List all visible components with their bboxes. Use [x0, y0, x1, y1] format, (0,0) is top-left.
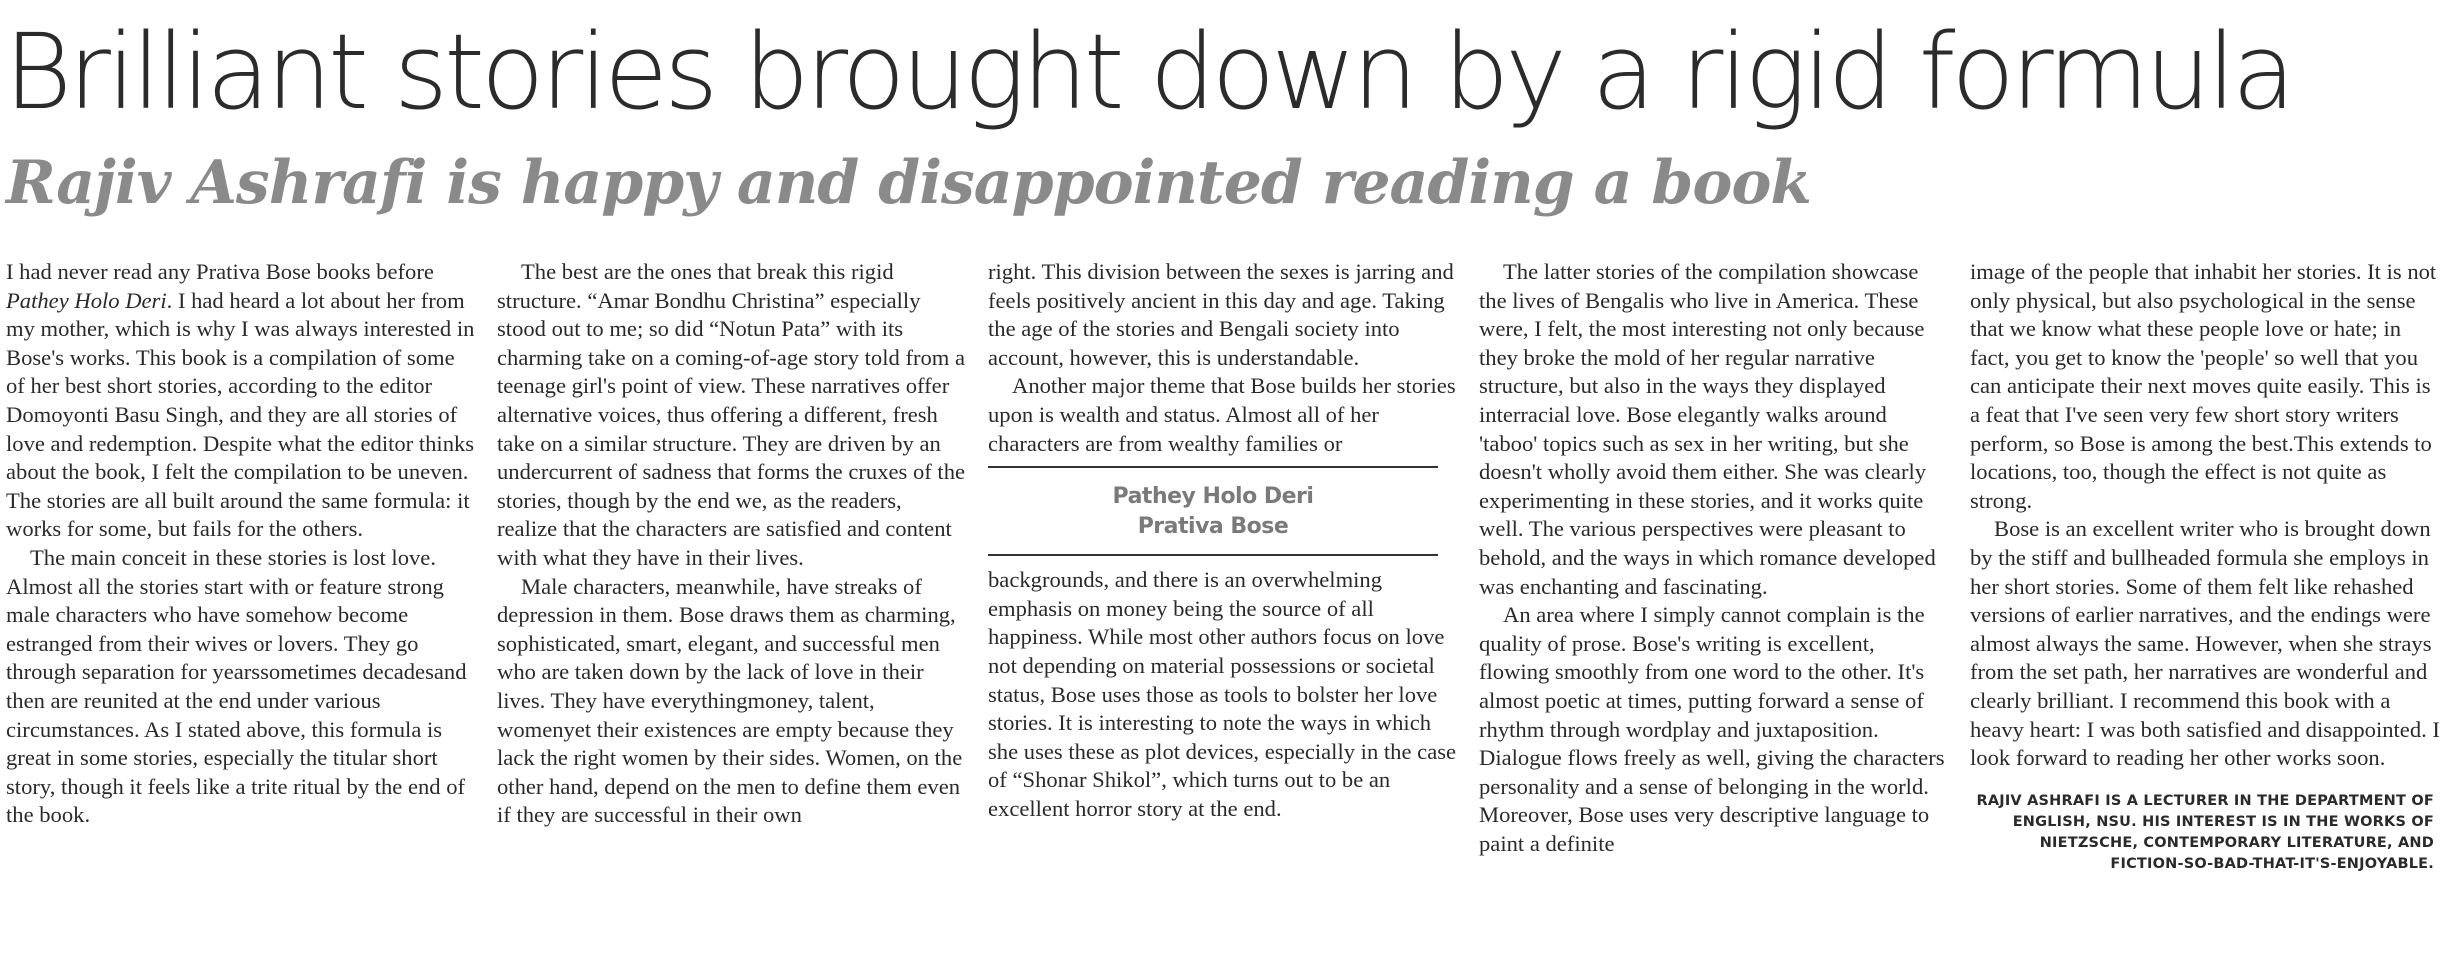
- book-info-title: Pathey Holo Deri: [1112, 484, 1314, 510]
- paragraph: The latter stories of the compilation showcase the lives of Bengalis who live in America. These were, I felt, the most interesting not only because they broke the mold of her regular narrative structure, but also in the ways they displayed interracial love. Bose elegantly walks around 'taboo' topics such as sex in her writing, but she doesn't wholly avoid them either. She was clearly experimenting in these stories, and it works quite well. The various perspectives were pleasant to behold, and the ways in which romance developed was enchanting and fascinating.: [1479, 259, 1936, 599]
- author-bio: RAJIV ASHRAFI IS A LECTURER IN THE DEPARTMENT OF ENGLISH, NSU. HIS INTEREST IS IN THE WORKS OF NIETZSCHE, CONTEMPORARY LITERATURE, AND FICTION-SO-BAD-THAT-IT'S-ENJOYABLE.: [1976, 792, 2434, 872]
- article-column-4: [1479, 258, 1949, 858]
- paragraph-text: I had never read any Prativa Bose books before: [6, 259, 434, 284]
- paragraph: Male characters, meanwhile, have streaks of depression in them. Bose draws them as charming, sophisticated, smart, elegant, and successful men who are taken down by the lack of love in their lives. They have everythingmoney, talent, womenyet their existences are empty because they lack the right women by their sides. Women, on the other hand, depend on the men to define them even if they are successful in their own: [497, 573, 963, 828]
- book-info-author: Prativa Bose: [1137, 514, 1289, 540]
- paragraph: [6, 258, 476, 544]
- paragraph: Bose is an excellent writer who is brought down by the stiff and bullheaded formula she employs in her short stories. Some of them felt like rehashed versions of earlier narratives, and the endings were almost always the same. However, when she strays from the set path, her narratives are wonderful and clearly brilliant. I recommend this book with a heavy heart: I was both satisfied and disappointed. I look forward to reading her other works soon.: [1970, 516, 2440, 771]
- paragraph: right. This division between the sexes is jarring and feels positively ancient in this day and age. Taking the age of the stories and Bengali society into account, however, this is understandable.: [988, 259, 1454, 370]
- subheadline: Rajiv Ashrafi is happy and disappointed reading a book: [6, 148, 1811, 218]
- article-column-3: [988, 258, 1458, 824]
- book-info-box: [988, 466, 1438, 556]
- book-title-inline: Pathey Holo Deri: [6, 287, 167, 313]
- article-column-1: [6, 258, 476, 830]
- paragraph: The main conceit in these stories is lost love. Almost all the stories start with or feature strong male characters who have somehow become estranged from their wives or lovers. They go through separation for yearssometimes decadesand then are reunited at the end under various circumstances. As I stated above, this formula is great in some stories, especially the titular short story, though it feels like a trite ritual by the end of the book.: [6, 544, 467, 828]
- paragraph: Another major theme that Bose builds her stories upon is wealth and status. Almost all of her characters are from wealthy families or: [988, 373, 1456, 456]
- article-column-2: [497, 258, 967, 830]
- article-column-5: [1970, 258, 2440, 875]
- paragraph-text: . I had heard a lot about her from my mother, which is why I was always interested in Bose's works. This book is a compilation of some of her best short stories, according to the editor Domoyonti Basu Singh, and they are all stories of love and redemption. Despite what the editor thinks about the book, I felt the compilation to be uneven. The stories are all built around the same formula: it works for some, but fails for the others.: [6, 287, 475, 542]
- paragraph: An area where I simply cannot complain is the quality of prose. Bose's writing is excellent, flowing smoothly from one word to the other. It's almost poetic at times, putting forward a sense of rhythm through wordplay and juxtaposition. Dialogue flows freely as well, giving the characters personality and a sense of belonging in the world. Moreover, Bose uses very descriptive language to paint a definite: [1479, 602, 1945, 856]
- headline: Brilliant stories brought down by a rigid formula: [4, 11, 2292, 133]
- paragraph: The best are the ones that break this rigid structure. “Amar Bondhu Christina” especially stood out to me; so did “Notun Pata” with its charming take on a coming-of-age story told from a teenage girl's point of view. These narratives offer alternative voices, thus offering a different, fresh take on a similar structure. They are driven by an undercurrent of sadness that forms the cruxes of the stories, though by the end we, as the readers, realize that the characters are satisfied and content with what they have in their lives.: [497, 259, 966, 570]
- paragraph: image of the people that inhabit her stories. It is not only physical, but also psychological in the sense that we know what these people love or hate; in fact, you get to know the 'people' so well that you can anticipate their next moves quite easily. This is a feat that I've seen very few short story writers perform, so Bose is among the best.This extends to locations, too, though the effect is not quite as strong.: [1970, 259, 2437, 513]
- paragraph: backgrounds, and there is an overwhelming emphasis on money being the source of all happiness. While most other authors focus on love not depending on material possessions or societal status, Bose uses those as tools to bolster her love stories. It is interesting to note the ways in which she uses these as plot devices, especially in the case of “Shonar Shikol”, which turns out to be an excellent horror story at the end.: [988, 567, 1457, 821]
